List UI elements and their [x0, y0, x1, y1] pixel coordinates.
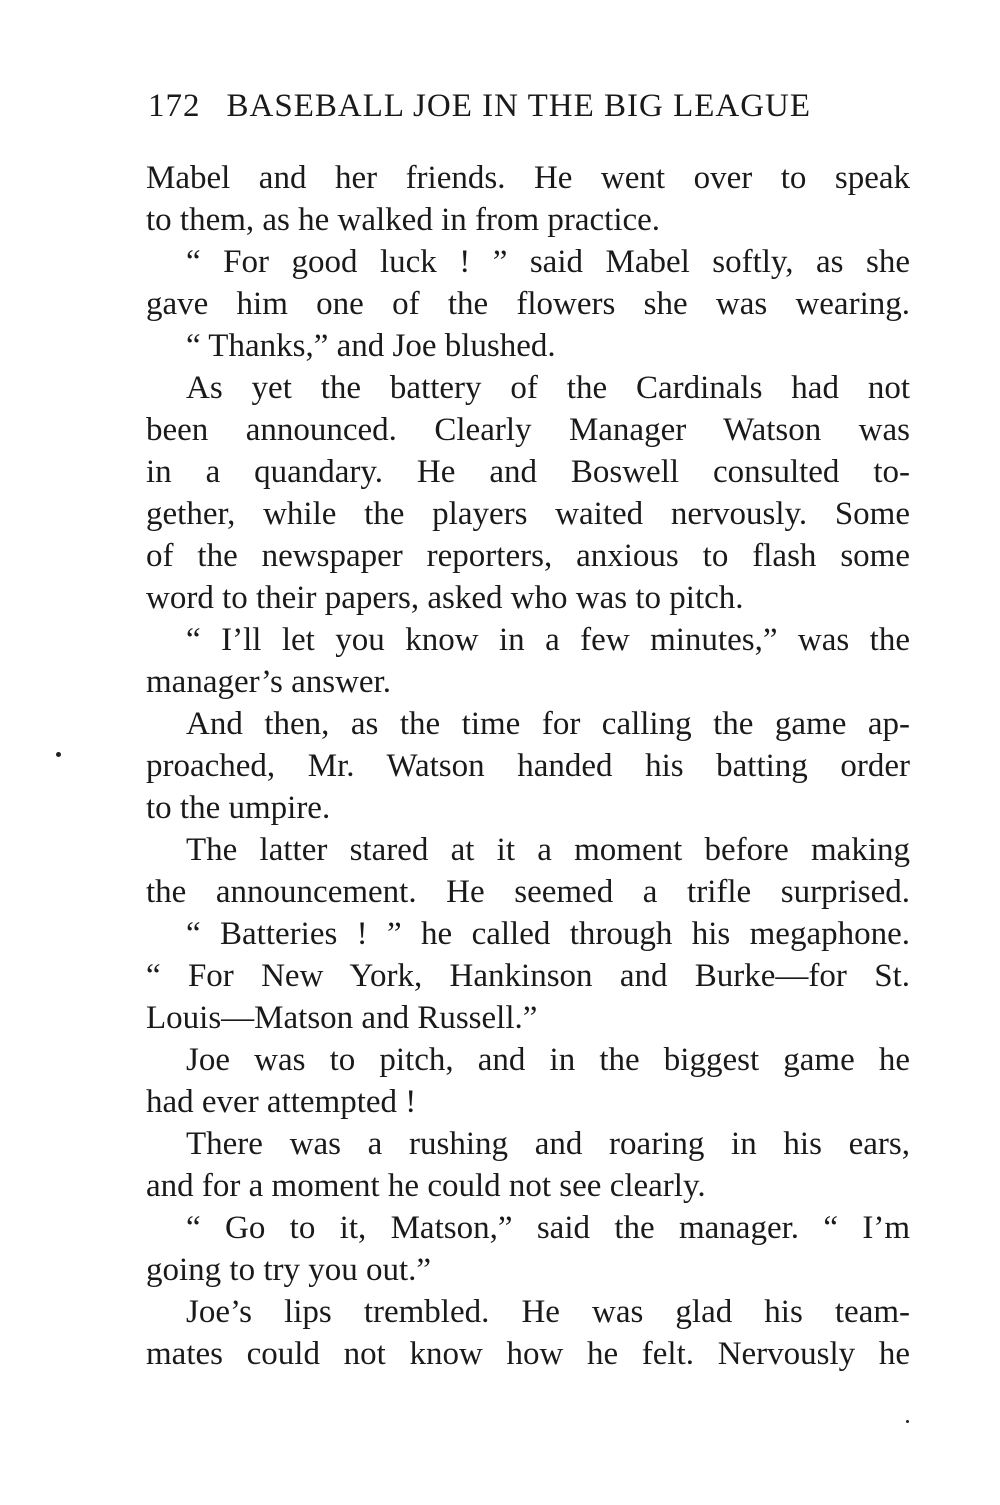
text-line: word to their papers, asked who was to pitch.: [146, 580, 744, 616]
text-line: Joe was to pitch, and in the biggest game he: [186, 1042, 910, 1078]
text-line: to the umpire.: [146, 790, 331, 826]
text-line: manager’s answer.: [146, 664, 391, 700]
text-line: gave him one of the flowers she was wearing.: [146, 286, 910, 322]
ink-speck: [56, 752, 61, 757]
text-line: and for a moment he could not see clearly.: [146, 1168, 706, 1204]
page-number: 172: [148, 88, 201, 124]
text-line: gether, while the players waited nervously. Some: [146, 496, 910, 532]
text-line: Joe’s lips trembled. He was glad his team-: [186, 1294, 910, 1330]
text-line: Mabel and her friends. He went over to speak: [146, 160, 910, 196]
text-line: in a quandary. He and Boswell consulted to-: [146, 454, 910, 490]
ink-speck: [906, 1420, 909, 1423]
text-line: As yet the battery of the Cardinals had not: [186, 370, 910, 406]
running-title: BASEBALL JOE IN THE BIG LEAGUE: [226, 88, 812, 124]
text-line: “ I’ll let you know in a few minutes,” was the: [186, 622, 910, 658]
text-line: mates could not know how he felt. Nervously he: [146, 1336, 910, 1372]
text-line: “ For good luck ! ” said Mabel softly, as she: [186, 244, 910, 280]
running-header: [148, 88, 918, 125]
text-line: “ Thanks,” and Joe blushed.: [186, 328, 556, 364]
text-line: to them, as he walked in from practice.: [146, 202, 661, 238]
text-line: had ever attempted !: [146, 1084, 417, 1120]
text-line: The latter stared at it a moment before making: [186, 832, 910, 868]
text-line: “ Batteries ! ” he called through his megaphone.: [186, 916, 910, 952]
text-line: going to try you out.”: [146, 1252, 432, 1288]
text-line: There was a rushing and roaring in his ears,: [186, 1126, 910, 1162]
text-line: “ For New York, Hankinson and Burke—for St.: [146, 958, 910, 994]
text-line: been announced. Clearly Manager Watson was: [146, 412, 910, 448]
text-line: Louis—Matson and Russell.”: [146, 1000, 538, 1036]
text-line: the announcement. He seemed a trifle surprised.: [146, 874, 910, 910]
text-line: And then, as the time for calling the game ap-: [186, 706, 910, 742]
text-line: “ Go to it, Matson,” said the manager. “ I’m: [186, 1210, 910, 1246]
text-line: proached, Mr. Watson handed his batting order: [146, 748, 910, 784]
text-line: of the newspaper reporters, anxious to flash some: [146, 538, 910, 574]
